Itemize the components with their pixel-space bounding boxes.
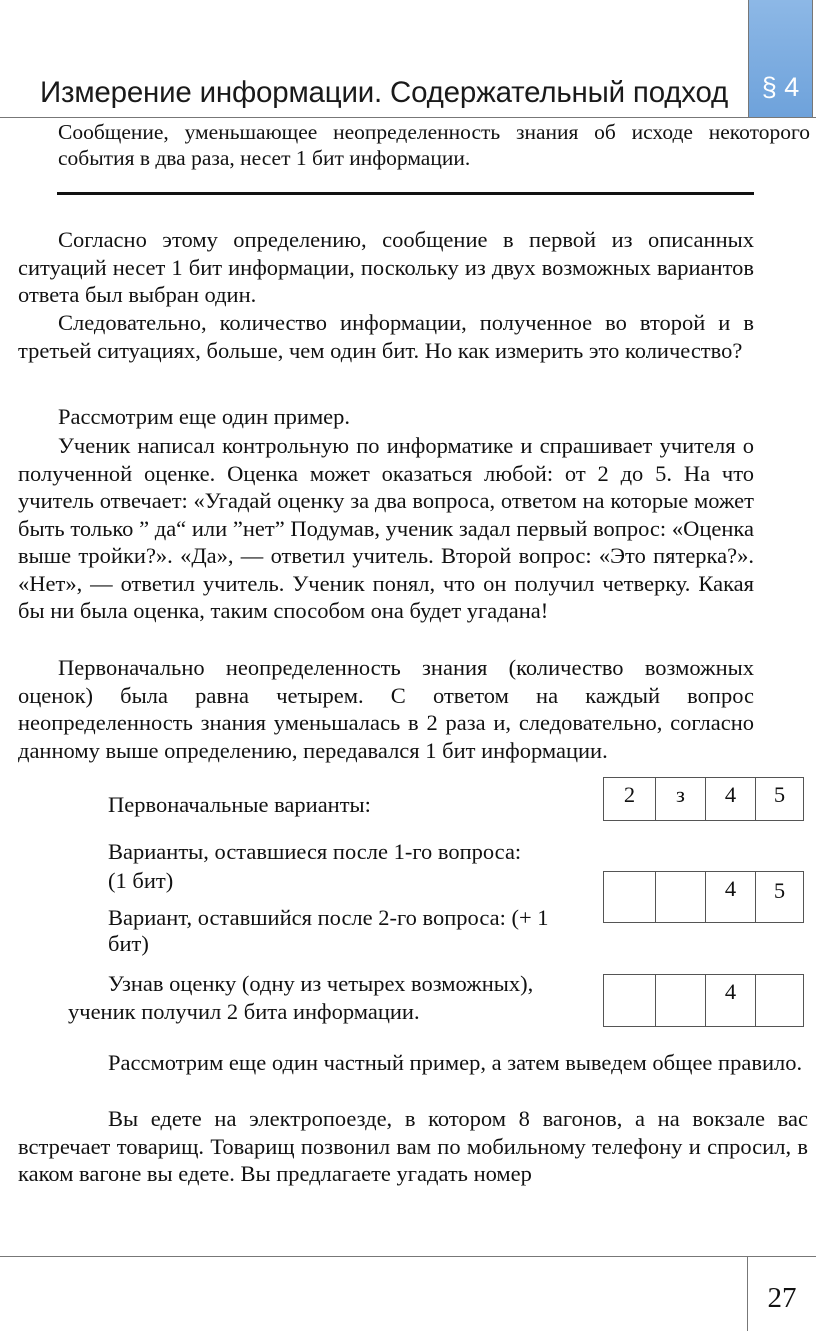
paragraph-3: Рассмотрим еще один пример. (58, 404, 351, 429)
definition-divider (57, 192, 754, 195)
header-divider (0, 117, 816, 118)
table-cell: 4 (705, 975, 755, 1026)
definition-text: Сообщение, уменьшающее неопределенность знания об исходе некоторого события в два раза, несет 1 бит информации. (58, 120, 810, 170)
row-label-after-q1-bits: (1 бит) (108, 868, 174, 893)
row-label-after-q1: Варианты, оставшиеся после 1-го вопроса: (108, 839, 522, 864)
paragraph-5: Первоначально неопределенность знания (количество возможных оценок) была равна четырем. С ответом на каждый вопрос неопределенность знания уменьшалась в 2 раза и, следовательно, согласно данному выше определению, передавался 1 бит информации. (18, 655, 754, 763)
table-cell: 5 (755, 778, 803, 820)
section-number: § 4 (761, 72, 800, 102)
table-cell (655, 872, 705, 922)
paragraph-6: Рассмотрим еще один частный пример, а затем выведем общее правило. (108, 1050, 803, 1075)
variants-table-after-q1 (603, 871, 804, 923)
section-badge (748, 0, 813, 117)
row-label-initial: Первоначальные варианты: (108, 792, 371, 817)
variants-table-final (603, 974, 804, 1027)
table-cell: 4 (705, 778, 755, 820)
paragraph-4: Ученик написал контрольную по информатике и спрашивает учителя о полученной оценке. Оценка может оказаться любой: от 2 до 5. На что учитель отвечает: «Угадай оценку за два вопроса, ответом на которые может быть только ” да“ или ”нет” Подумав, ученик задал первый вопрос: «Оценка выше тройки?». «Да», — ответил учитель. Второй вопрос: «Это пятерка?». «Нет», — ответил учитель. Ученик понял, что он получил четверку. Какая бы ни была оценка, таким способом она будет угадана! (18, 433, 754, 623)
table-cell (604, 975, 655, 1026)
page-title: Измерение информации. Содержательный подход (40, 76, 729, 109)
paragraph-2: Следовательно, количество информации, полученное во второй и в третьей ситуациях, больше, чем один бит. Но как измерить это количество? (18, 310, 754, 363)
table-cell: 4 (705, 872, 755, 922)
row-label-after-q2-bits: бит) (108, 931, 149, 956)
paragraph-7: Вы едете на электропоезде, в котором 8 вагонов, а на вокзале вас встречает товарищ. Товарищ позвонил вам по мобильному телефону и спросил, в каком вагоне вы едете. Вы предлагаете угадать номер (18, 1106, 808, 1186)
page-number: 27 (767, 1282, 797, 1314)
table-cell (755, 975, 803, 1026)
footer-divider (0, 1256, 816, 1257)
row-label-after-q2: Вариант, оставшийся после 2-го вопроса: (+ 1 (108, 905, 549, 930)
variants-table-initial (603, 777, 804, 821)
row-label-summary-2: ученик получил 2 бита информации. (68, 999, 420, 1024)
table-cell: з (655, 778, 705, 820)
table-cell: 2 (623, 782, 636, 807)
table-cell: 5 (755, 872, 803, 922)
paragraph-1: Согласно этому определению, сообщение в первой из описанных ситуаций несет 1 бит информации, поскольку из двух возможных вариантов ответа был выбран один. (18, 227, 754, 307)
row-label-summary-1: Узнав оценку (одну из четырех возможных), (108, 971, 534, 996)
table-cell (655, 975, 705, 1026)
table-cell (604, 872, 655, 922)
